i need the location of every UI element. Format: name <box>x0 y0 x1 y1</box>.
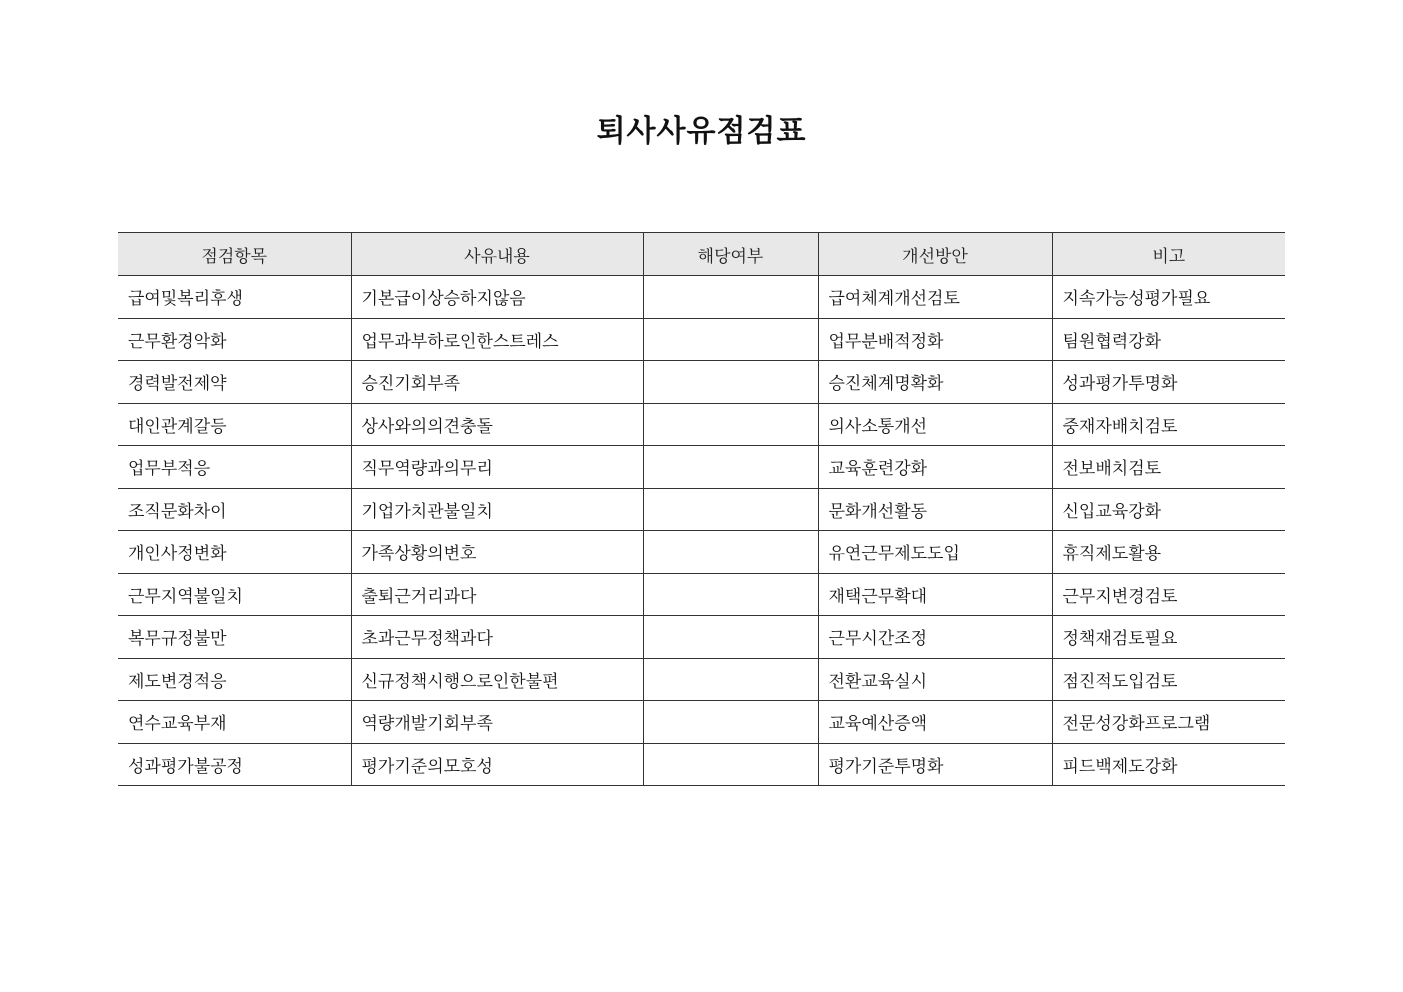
cell-remarks: 팀원협력강화 <box>1052 318 1285 361</box>
cell-remarks: 근무지변경검토 <box>1052 573 1285 616</box>
cell-improvement: 문화개선활동 <box>818 488 1052 531</box>
table-row <box>118 573 1285 616</box>
header-improvement: 개선방안 <box>818 233 1052 276</box>
cell-reason: 기본급이상승하지않음 <box>351 276 643 319</box>
cell-applicable[interactable] <box>643 573 818 616</box>
cell-remarks: 휴직제도활용 <box>1052 531 1285 574</box>
cell-reason: 기업가치관불일치 <box>351 488 643 531</box>
cell-improvement: 전환교육실시 <box>818 658 1052 701</box>
cell-applicable[interactable] <box>643 446 818 489</box>
table-header <box>118 233 1285 276</box>
header-remarks: 비고 <box>1052 233 1285 276</box>
cell-reason: 평가기준의모호성 <box>351 743 643 786</box>
table-row <box>118 446 1285 489</box>
cell-applicable[interactable] <box>643 276 818 319</box>
cell-check-item: 연수교육부재 <box>118 701 351 744</box>
cell-improvement: 평가기준투명화 <box>818 743 1052 786</box>
cell-applicable[interactable] <box>643 658 818 701</box>
table-body <box>118 276 1285 786</box>
table-row <box>118 658 1285 701</box>
cell-check-item: 근무환경악화 <box>118 318 351 361</box>
cell-improvement: 근무시간조정 <box>818 616 1052 659</box>
cell-applicable[interactable] <box>643 531 818 574</box>
table-row <box>118 743 1285 786</box>
document-title: 퇴사사유점검표 <box>596 114 807 149</box>
cell-improvement: 승진체계명확화 <box>818 361 1052 404</box>
cell-check-item: 개인사정변화 <box>118 531 351 574</box>
cell-remarks: 전문성강화프로그램 <box>1052 701 1285 744</box>
cell-remarks: 점진적도입검토 <box>1052 658 1285 701</box>
cell-improvement: 업무분배적정화 <box>818 318 1052 361</box>
table-row <box>118 276 1285 319</box>
cell-reason: 직무역량과의무리 <box>351 446 643 489</box>
header-reason: 사유내용 <box>351 233 643 276</box>
table-row <box>118 318 1285 361</box>
cell-improvement: 의사소통개선 <box>818 403 1052 446</box>
cell-check-item: 복무규정불만 <box>118 616 351 659</box>
cell-applicable[interactable] <box>643 488 818 531</box>
cell-remarks: 지속가능성평가필요 <box>1052 276 1285 319</box>
table-row <box>118 531 1285 574</box>
cell-applicable[interactable] <box>643 701 818 744</box>
table-row <box>118 361 1285 404</box>
cell-check-item: 경력발전제약 <box>118 361 351 404</box>
checklist-table <box>118 232 1285 786</box>
header-check-item: 점검항목 <box>118 233 351 276</box>
cell-reason: 승진기회부족 <box>351 361 643 404</box>
cell-applicable[interactable] <box>643 743 818 786</box>
cell-applicable[interactable] <box>643 403 818 446</box>
header-applicable: 해당여부 <box>643 233 818 276</box>
cell-remarks: 피드백제도강화 <box>1052 743 1285 786</box>
cell-reason: 가족상황의변호 <box>351 531 643 574</box>
cell-check-item: 근무지역불일치 <box>118 573 351 616</box>
cell-remarks: 신입교육강화 <box>1052 488 1285 531</box>
cell-improvement: 교육훈련강화 <box>818 446 1052 489</box>
table-row <box>118 616 1285 659</box>
cell-check-item: 급여및복리후생 <box>118 276 351 319</box>
cell-improvement: 유연근무제도도입 <box>818 531 1052 574</box>
cell-check-item: 업무부적응 <box>118 446 351 489</box>
cell-improvement: 교육예산증액 <box>818 701 1052 744</box>
cell-reason: 역량개발기회부족 <box>351 701 643 744</box>
cell-remarks: 정책재검토필요 <box>1052 616 1285 659</box>
cell-reason: 출퇴근거리과다 <box>351 573 643 616</box>
cell-check-item: 대인관계갈등 <box>118 403 351 446</box>
cell-check-item: 성과평가불공정 <box>118 743 351 786</box>
table-row <box>118 403 1285 446</box>
cell-reason: 상사와의의견충돌 <box>351 403 643 446</box>
cell-check-item: 조직문화차이 <box>118 488 351 531</box>
table-row <box>118 701 1285 744</box>
cell-improvement: 재택근무확대 <box>818 573 1052 616</box>
cell-applicable[interactable] <box>643 616 818 659</box>
cell-reason: 초과근무정책과다 <box>351 616 643 659</box>
cell-remarks: 중재자배치검토 <box>1052 403 1285 446</box>
cell-reason: 업무과부하로인한스트레스 <box>351 318 643 361</box>
table-row <box>118 488 1285 531</box>
cell-check-item: 제도변경적응 <box>118 658 351 701</box>
cell-reason: 신규정책시행으로인한불편 <box>351 658 643 701</box>
cell-remarks: 성과평가투명화 <box>1052 361 1285 404</box>
header-row <box>118 233 1285 276</box>
cell-remarks: 전보배치검토 <box>1052 446 1285 489</box>
cell-applicable[interactable] <box>643 361 818 404</box>
cell-improvement: 급여체계개선검토 <box>818 276 1052 319</box>
cell-applicable[interactable] <box>643 318 818 361</box>
